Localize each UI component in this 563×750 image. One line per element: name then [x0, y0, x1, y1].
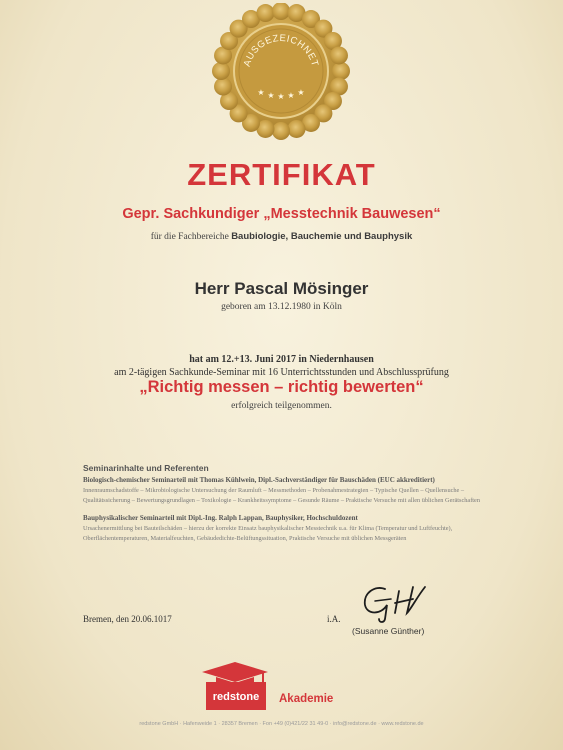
logo-brand: redstone — [212, 691, 260, 703]
certificate-subtitle: Gepr. Sachkundiger „Messtechnik Bauwesen“ — [122, 206, 441, 222]
signer-name: (Susanne Günther) — [352, 626, 425, 636]
contents-part — [83, 514, 485, 543]
contents-part — [83, 476, 485, 505]
recipient-name: Herr Pascal Mösinger — [194, 279, 369, 298]
fields-list: Baubiologie, Bauchemie und Bauphysik — [231, 231, 413, 242]
star-icon: ★ — [267, 91, 275, 100]
part-heading: Bauphysikalischer Seminarteil mit Dipl.-Ing. Ralph Lappan, Bauphysiker, Hochschuldozent — [83, 514, 358, 523]
award-seal — [203, 3, 359, 143]
fields-intro: für die Fachbereiche — [150, 232, 229, 242]
part-text: Ursachenermittlung bei Bauteilschäden – hierzu der korrekte Einsatz bauphysikalischer Messtechnik u.a. für Klima (Temperatur und Luftfeuchte), Oberflächentemperaturen, Materialfeuchten, Gebäudedichte-Belüftungssituation, Praktische Versuche mit üblichen Messgeräten — [83, 525, 453, 542]
academy-label: Akademie — [279, 693, 334, 705]
part-heading: Biologisch-chemischer Seminarteil mit Thomas Kühlwein, Dipl.-Sachverständiger für Bauschäden (EUC akkreditiert) — [83, 476, 435, 484]
certificate-title: ZERTIFIKAT — [187, 157, 376, 192]
seal-scallop — [332, 62, 350, 80]
seminar-motto: „Richtig messen – richtig bewerten“ — [139, 378, 424, 396]
seminar-contents — [83, 463, 485, 543]
place-date: Bremen, den 20.06.1017 — [83, 614, 172, 624]
seal-scallop — [214, 78, 232, 96]
handwritten-signature — [355, 579, 433, 625]
seal-scallop — [330, 46, 348, 64]
birth-info: geboren am 13.12.1980 in Köln — [221, 302, 342, 312]
success-line: erfolgreich teilgenommen. — [231, 401, 332, 411]
seal-scallop — [256, 4, 274, 22]
part-text: Innenraumschadstoffe – Mikrobiologische Untersuchung der Raumluft – Messmethoden – Probenahmestrategien – Typische Quellen – Quellensuche – Qualitätssicherung – Bewertungsgrundlagen – Toxikologie – Krankheitssymptome – Gesunde Räume – Praktische Versuche mit allen üblichen Gerätschaften — [83, 487, 480, 504]
fields-line — [0, 231, 563, 242]
seal-text: AUSGEZEICHNET — [241, 32, 321, 68]
graduation-cap-icon — [202, 662, 268, 683]
seminar-description: am 2-tägigen Sachkunde-Seminar mit 16 Unterrichtsstunden und Abschlussprüfung — [114, 367, 449, 378]
contents-heading: Seminarinhalte und Referenten — [83, 463, 209, 473]
star-icon: ★ — [297, 88, 305, 97]
seal-scallop — [288, 120, 306, 138]
seminar-date: hat am 12.+13. Juni 2017 in Niedernhausen — [189, 354, 374, 365]
seal-scallop — [212, 62, 230, 80]
seal-scallop — [272, 122, 290, 140]
star-icon: ★ — [277, 92, 285, 101]
footer-address: redstone GmbH · Hafenweide 1 · 28357 Bremen · Fon +49 (0)421/22 31 49-0 · info@redstone.de · www.redstone.de — [139, 721, 424, 727]
ia-label: i.A. — [327, 614, 341, 624]
redstone-logo — [198, 660, 272, 712]
star-icon: ★ — [257, 88, 265, 97]
star-icon: ★ — [287, 91, 295, 100]
